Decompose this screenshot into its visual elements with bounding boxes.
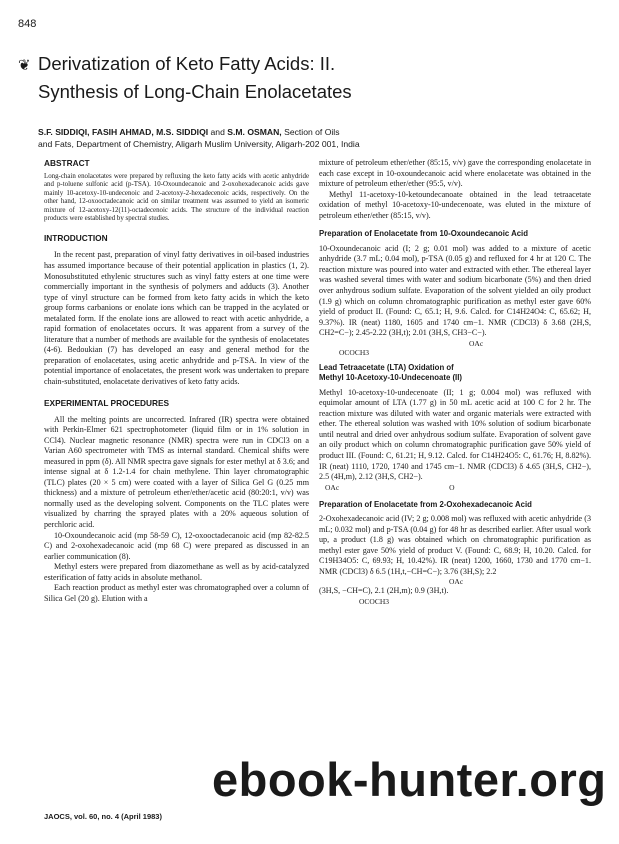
prep1-text: 10-Oxoundecanoic acid (I; 2 g; 0.01 mol) was added to a mixture of acetic anhydride (3.7 mL; 0.04 mol), p-TSA (0.05 g) and refluxed for 4 hr at 120 C. The reaction mixture was poured into water and extracted with ether. The ethereal layer was washed several times with water and sodium bicarbonate (5%) and then dried over anhydrous sodium sulfate. Evaporation of the solvent yielded an oily product (1.9 g) which on column chromatographic purification as methyl ester gave 60% yield of product II. (Found: C, 65.1; H, 9.6. Calcd. for C14H24O4: C, 65.62; H, 9.37%). IR (neat) 1180, 1605 and 1740 cm−1. NMR (CDCl3) δ 3.68 (2H,S, CH2=C−); 2.45-2.22 (3H,t); 2.01 (3H,S, CH3−C−). [319,243,591,338]
prep2-o: O [449,482,455,492]
abstract-heading: ABSTRACT [44,158,90,168]
left-column [44,158,309,604]
prep3-heading: Preparation of Enolacetate from 2-Oxohexadecanoic Acid [319,499,532,509]
prep3-line-2: (3H,S, −CH=C), 2.1 (2H,m); 0.9 (3H,t). [319,586,449,596]
author-last: S.M. OSMAN, [227,127,282,137]
experimental-para-3: Methyl esters were prepared from diazomethane as well as by acid-catalyzed esterification of fatty acids in absolute methanol. [44,562,309,582]
watermark: ebook-hunter.org [212,753,607,806]
authors-and: and [210,127,225,137]
prep1-formula-ococh3: OCOCH3 [339,347,370,357]
page-number: 848 [18,18,37,30]
prep1-heading: Preparation of Enolacetate from 10-Oxoundecanoic Acid [319,229,528,239]
prep3-formula-oac: OAc [449,577,464,587]
prep3-formula-ococh3: OCOCH3 [359,596,390,606]
right-intro-para-1: mixture of petroleum ether/ether (85:15, v/v) gave the corresponding enolacetate in each case except in 10-oxoundecanoic acid where enolacetate was obtained in the mixture of petroleum ether/ether (95:5, v/v). [319,158,591,189]
journal-footer: JAOCS, vol. 60, no. 4 (April 1983) [44,812,162,821]
introduction-heading: INTRODUCTION [44,233,108,244]
prep3-text: 2-Oxohexadecanoic acid (IV; 2 g; 0.008 mol) was refluxed with acetic anhydride (3 mL; 0.032 mol) and p-TSA (0.04 g) for 48 hr as described earlier. After usual work up, a product (1.8 g) was obtained which on chromatographic purification as methyl ester gave 50% yield of product V. (Found: C, 68.9; H, 10.20. Calcd. for C19H34O5: C, 69.93; H, 10.42%). IR (neat) 1200, 1660, 1730 and 1770 cm−1. NMR (CDCl3) δ 6.5 (1H,t,−CH=C−); 3.76 (3H,S); 2.2 [319,514,591,576]
experimental-para-4: Each reaction product as methyl ester was chromatographed over a column of Silica Gel (20 g). Elution with a [44,583,309,603]
prep2-oac: OAc [325,482,340,492]
author-block [38,126,598,150]
authors: S.F. SIDDIQI, FASIH AHMAD, M.S. SIDDIQI [38,127,209,137]
affiliation-line-2: and Fats, Department of Chemistry, Aligarh Muslim University, Aligarh-202 001, India [38,139,360,149]
affiliation-line-1: Section of Oils [284,127,340,137]
journal-emblem-icon: ❦ [18,56,31,74]
prep1-formula-oac: OAc [469,338,484,348]
experimental-para-1: All the melting points are uncorrected. Infrared (IR) spectra were obtained with Perkin-Elmer 621 spectrophotometer (liquid film or in 1% solution in CCl4). Nuclear magnetic resonance (NMR) spectra were run in CDCl3 on a Varian A60 spectrometer with TMS as internal standard. Chemical shifts were measured in ppm (δ). All NMR spectra gave signals for ester methyl at δ 3.6; and intense signal at δ 1.2-1.4 for chain methylene. Thin layer chromatographic (TLC) plates (20 × 5 cm) were coated with a layer of Silica Gel G (0.25 mm thickness) and a mixture of petroleum ether/ether/acetic acid (80:20:1, v/v) was normally used as the developing solvent. Components on the TLC plates were visualized by charring the sprayed plates with a 20% aqueous solution of perchloric acid. [44,414,309,530]
prep2-heading-line-2: Methyl 10-Acetoxy-10-Undecenoate (II) [319,373,462,383]
right-intro-para-2: Methyl 11-acetoxy-10-ketoundecanoate obtained in the lead tetraacetate oxidation of methyl 10-acetoxy-10-undecenoate, was eluted in the mixture of petroleum ether/ether (85:15, v/v). [319,189,591,220]
title-line-1: Derivatization of Keto Fatty Acids: II. [38,53,336,74]
prep2-heading [319,363,591,384]
title-line-2: Synthesis of Long-Chain Enolacetates [38,81,352,102]
prep2-heading-line-1: Lead Tetraacetate (LTA) Oxidation of [319,362,454,372]
introduction-text: In the recent past, preparation of vinyl fatty derivatives in oil-based industries has assumed importance because of their potential application in plastics (1, 2). Monosubstituted ethylenic structures such as vinyl fatty esters at one time were commercially important in the synthesis of polymers and adducts (3). Another type of vinyl structure can be formed from keto fatty acids in which the keto group forms carbanions or enolate ions which can be trapped in the acylated or metalated form. If the enolate ions are allowed to react with acetic anhydride, a rapid formation of enolacetates occurs. It was apparent from a survey of the literature that a number of methods are available for the synthesis of enolacetates (4-6). Bedoukian (7) has developed an easy and general method for the preparation of enolacetates, using acetic anhydride and p-TSA. In view of the potential importance of enolacetates, the present work was undertaken to prepare chain-substituted, enolacetate derivatives of keto fatty acids. [44,250,309,386]
experimental-heading: EXPERIMENTAL PROCEDURES [44,397,170,408]
right-column [319,158,591,606]
abstract-text: Long-chain enolacetates were prepared by refluxing the keto fatty acids with acetic anhydride and p-toluene sulfonic acid (p-TSA). 10-Oxoundecanoic and 2-oxohexadecanoic acids gave mainly 10-acetoxy-10-undecenoic and 2-acetoxy-2-hexadecenoic acids, respectively. On the other hand, 12-oxooctadecanoic acid on similar treatment was assumed to yield an isomeric mixture of 12-acetoxy-12(11)-octadecenoic acids. The structure of the individual reaction products were established by spectral studies. [44,173,309,223]
prep2-formula-oac [319,483,591,492]
prep2-text: Methyl 10-acetoxy-10-undecenoate (II; 1 g; 0.004 mol) was refluxed with equimolar amount of LTA (1.77 g) in 50 mL acetic acid at 100 C for 2 hr. The reaction mixture was diluted with water and organic materials were extracted with ether. The ethereal solution was washed with 10% solution of sodium bicarbonate until neutral and dried over anhydrous sodium sulfate. Evaporation of solvent gave an oily product which on column chromatographic purification gave 50% yield of product III. (Found: C, 61.21; H, 9.12. Calcd. for C14H24O5: C, 61.76; H, 8.82%). IR (neat) 1110, 1720, 1740 and 1745 cm−1. NMR (CDCl3) δ 4.65 (3H,S, CH2−), 2.5 (4H,m), 2.12 (3H,S, CH2−). [319,387,591,482]
experimental-para-2: 10-Oxoundecanoic acid (mp 58-59 C), 12-oxooctadecanoic acid (mp 82-82.5 C) and 2-oxohexadecanoic acid (mp 68 C) were prepared as discussed in an earlier communication (8). [44,530,309,561]
article-title [38,50,578,106]
